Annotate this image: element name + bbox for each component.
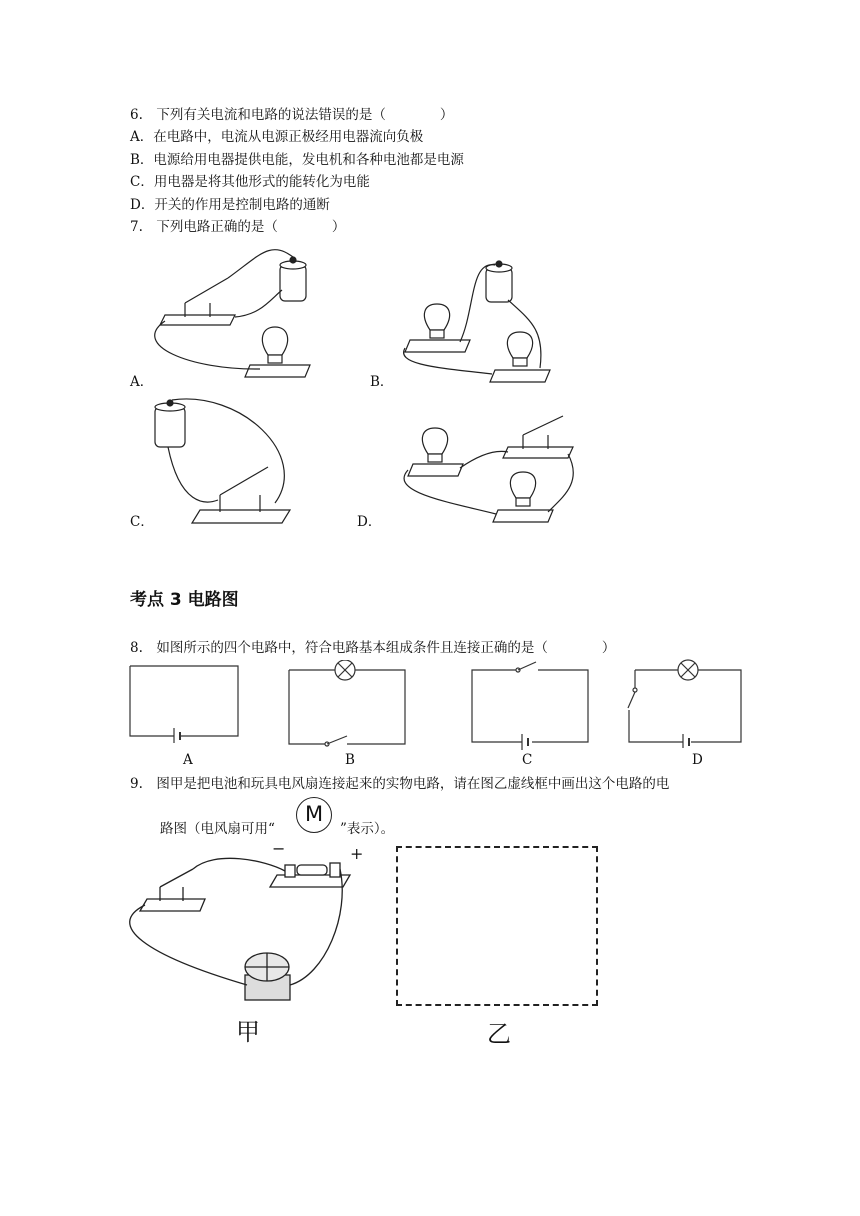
q6-stem: 6. 下列有关电流和电路的说法错误的是（ ）	[130, 107, 454, 123]
q7-label-a: A．	[130, 374, 154, 390]
q9-stem-line1: 9. 图甲是把电池和玩具电风扇连接起来的实物电路，请在图乙虚线框中画出这个电路的电	[130, 776, 670, 792]
q8-label-a: A	[183, 752, 193, 768]
q7-label-d: D．	[357, 514, 382, 530]
q6-option-a: A．在电路中，电流从电源正极经用电器流向负极	[130, 129, 424, 145]
q7-label-c: C．	[130, 514, 154, 530]
answer-dashed-box[interactable]	[396, 846, 598, 1006]
q8-stem: 8. 如图所示的四个电路中，符合电路基本组成条件且连接正确的是（ ）	[130, 640, 616, 656]
q6-option-b: B．电源给用电器提供电能，发电机和各种电池都是电源	[130, 152, 464, 168]
q6-option-d: D．开关的作用是控制电路的通断	[130, 197, 330, 213]
q6-option-c: C．用电器是将其他形式的能转化为电能	[130, 174, 370, 190]
q7-label-b: B．	[370, 374, 394, 390]
q7-figure-c	[150, 395, 300, 530]
q7-figure-b	[400, 250, 560, 385]
label-yi: 乙	[487, 1020, 511, 1048]
q9-stem-line2-post: ”表示）。	[340, 821, 395, 837]
plus-sign: +	[350, 844, 364, 863]
q8-label-b: B	[345, 752, 355, 768]
motor-symbol-icon: M	[296, 797, 332, 833]
section-heading: 考点 3 电路图	[130, 590, 239, 610]
q9-figure-jia	[125, 855, 365, 1010]
minus-sign: −	[272, 839, 286, 858]
q8-circuit-b	[287, 660, 409, 750]
label-jia: 甲	[236, 1018, 260, 1046]
q8-circuit-c	[470, 660, 592, 750]
q8-circuit-d	[625, 658, 747, 748]
q7-figure-a	[150, 245, 320, 385]
q9-stem-line2-pre: 路图（电风扇可用“	[160, 821, 275, 837]
q8-label-c: C	[522, 752, 533, 768]
q7-figure-d	[398, 402, 583, 527]
q8-label-d: D	[692, 752, 703, 768]
q7-stem: 7. 下列电路正确的是（ ）	[130, 219, 346, 235]
q8-circuit-a	[128, 663, 243, 743]
